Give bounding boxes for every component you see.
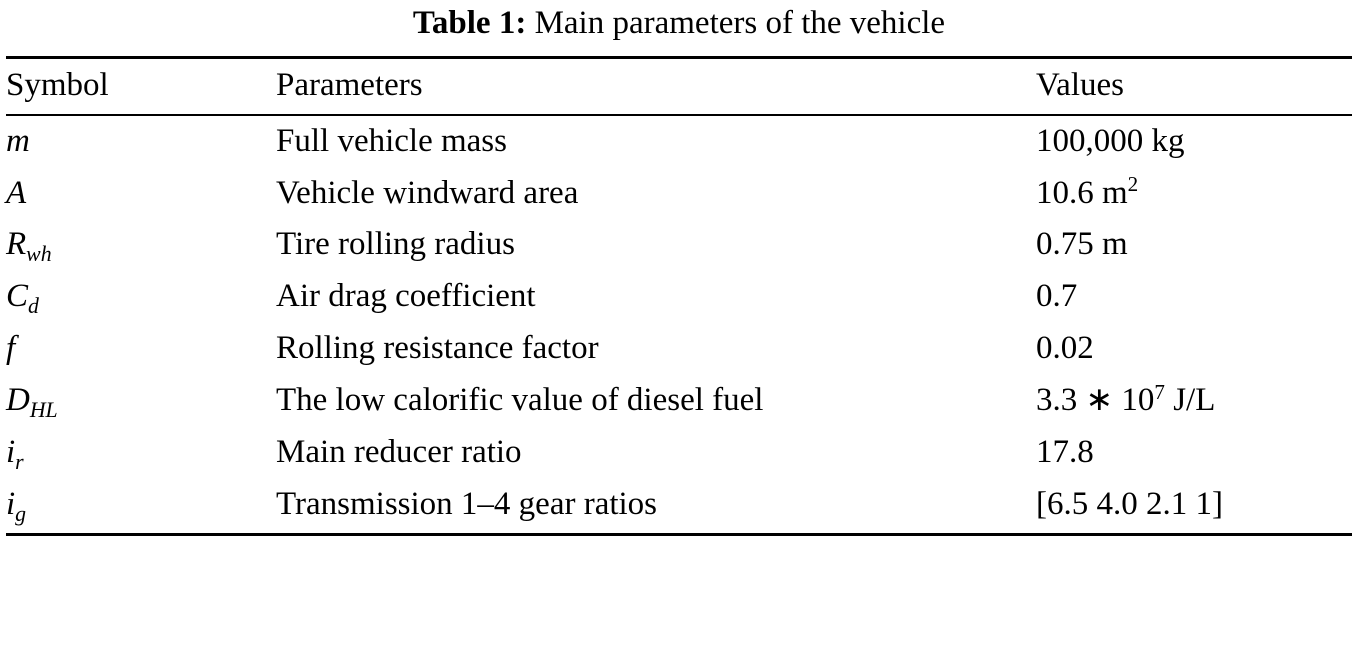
table-caption-text: Main parameters of the vehicle [534, 5, 946, 41]
table-caption-label: Table 1: [412, 5, 527, 41]
value-text: 100,000 kg [1036, 122, 1185, 159]
table-caption [6, 0, 1352, 56]
symbol-subscript: r [15, 450, 24, 475]
symbol-subscript: d [28, 294, 39, 319]
cell-value [1036, 375, 1352, 427]
symbol-text: $R_{wh}$ [6, 226, 52, 267]
cell-symbol [6, 219, 276, 271]
symbol-text: A [6, 174, 27, 211]
parameters-table [6, 56, 1352, 537]
value-superscript: 7 [1154, 379, 1165, 404]
table-header-row [6, 57, 1352, 115]
table-head [6, 57, 1352, 115]
cell-symbol [6, 323, 276, 375]
cell-value [1036, 271, 1352, 323]
cell-parameter: Rolling resistance factor [276, 330, 599, 367]
table-body [6, 115, 1352, 535]
cell-value [1036, 479, 1352, 534]
cell-value [1036, 168, 1352, 220]
cell-symbol [6, 168, 276, 220]
value-superscript: 2 [1127, 171, 1139, 196]
value-text: 0.7 [1036, 278, 1078, 315]
table-row [6, 427, 1352, 479]
table-row [6, 323, 1352, 375]
symbol-text: $i_g$ [6, 486, 27, 527]
value-unit: J/L [1164, 382, 1216, 419]
cell-parameter: Transmission 1–4 gear ratios [276, 479, 1036, 534]
cell-symbol [6, 115, 276, 168]
cell-parameter: The low calorific value of diesel fuel [276, 382, 764, 419]
cell-parameter: Air drag coefficient [276, 278, 536, 315]
table-row [6, 271, 1352, 323]
table-row [6, 115, 1352, 168]
cell-parameter: Tire rolling radius [276, 226, 515, 263]
value-text: [6.5 4.0 2.1 1] [1036, 486, 1223, 523]
symbol-text: m [6, 122, 30, 159]
cell-value [1036, 427, 1352, 479]
cell-parameter: Main reducer ratio [276, 434, 522, 471]
cell-value [1036, 115, 1352, 168]
symbol-subscript: g [15, 502, 27, 527]
symbol-subscript: wh [26, 242, 52, 267]
value-text: 0.02 [1036, 330, 1094, 367]
cell-symbol [6, 479, 276, 534]
cell-symbol [6, 271, 276, 323]
value-text: 17.8 [1036, 434, 1094, 471]
cell-parameter: Full vehicle mass [276, 122, 507, 159]
value-text: 0.75 m [1036, 226, 1128, 263]
symbol-text: $C_d$ [6, 278, 39, 319]
cell-value [1036, 219, 1352, 271]
symbol-text: $i_r$ [6, 434, 24, 475]
table-row [6, 219, 1352, 271]
table-row [6, 479, 1352, 534]
table-row [6, 375, 1352, 427]
column-header-symbol: Symbol [6, 57, 276, 115]
value-text: 3.3 ∗ 10 [1036, 382, 1155, 419]
table-row [6, 168, 1352, 220]
symbol-text: $D_{HL}$ [6, 382, 58, 423]
value-text: 10.6 m [1036, 174, 1128, 211]
cell-value [1036, 323, 1352, 375]
cell-parameter: Vehicle windward area [276, 174, 579, 211]
column-header-parameters: Parameters [276, 57, 1036, 115]
symbol-text: f [6, 330, 16, 367]
symbol-subscript: HL [29, 398, 58, 423]
column-header-values: Values [1036, 57, 1352, 115]
cell-symbol [6, 375, 276, 427]
cell-symbol [6, 427, 276, 479]
